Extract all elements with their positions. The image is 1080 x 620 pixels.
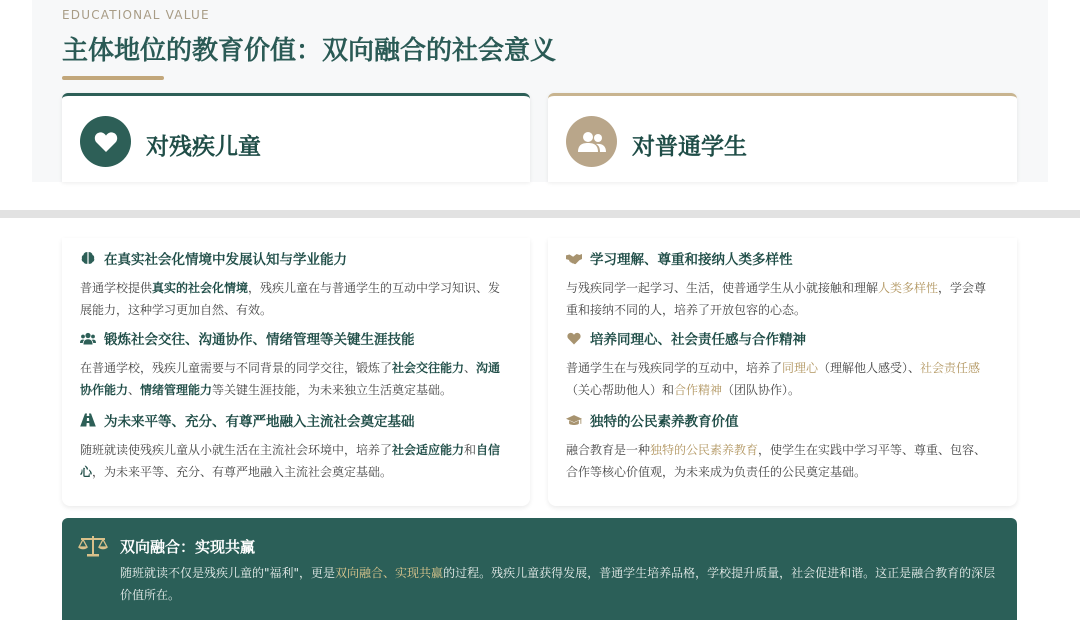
heart-icon — [80, 116, 131, 167]
brain-icon — [80, 250, 96, 266]
text-segment: （关心帮助他人）和 — [566, 383, 675, 397]
disabled-children-card-body — [62, 238, 530, 506]
value-item — [566, 248, 996, 321]
section-eyebrow: EDUCATIONAL VALUE — [62, 8, 210, 22]
disabled-children-card-header — [62, 93, 530, 182]
heart-icon — [566, 330, 582, 346]
highlight-text: 社会责任感 — [920, 361, 981, 375]
graduation-cap-icon — [566, 412, 582, 428]
highlight-text: 沟通协作能力 — [80, 361, 501, 397]
item-heading-text: 学习理解、尊重和接纳人类多样性 — [590, 252, 793, 268]
title-underline — [62, 76, 164, 80]
text-segment: ，使学生在实践中学习平等、尊重、包容、合作等核心价值观，为未来成为负责任的公民奠定基础。 — [566, 443, 987, 479]
text-segment: 随班就读使残疾儿童从小就生活在主流社会环境中，培养了 — [80, 443, 393, 457]
text-segment: 随班就读不仅是残疾儿童的"福利"，更是 — [120, 566, 336, 580]
value-item — [566, 410, 996, 483]
highlight-text: 合作精神 — [674, 383, 723, 397]
value-item — [80, 410, 510, 483]
item-description — [80, 357, 510, 401]
regular-students-card-header — [548, 93, 1017, 182]
item-heading-text: 在真实社会化情境中发展认知与学业能力 — [104, 252, 347, 268]
highlight-text: 自信心 — [80, 443, 501, 479]
value-item — [566, 328, 996, 401]
item-heading-text: 为未来平等、充分、有尊严地融入主流社会奠定基础 — [104, 414, 415, 430]
road-icon — [80, 412, 96, 428]
card-title: 对残疾儿童 — [146, 134, 261, 160]
screenshot-divider — [0, 210, 1080, 218]
highlight-text: 同理心 — [782, 361, 819, 375]
highlight-text: 社会交往能力 — [392, 361, 465, 375]
highlight-text: 真实的社会化情境 — [152, 281, 249, 295]
highlight-text: 社会适应能力 — [392, 443, 465, 457]
text-segment: 、 — [128, 383, 141, 397]
item-heading-text: 独特的公民素养教育价值 — [590, 414, 739, 430]
users-icon — [80, 330, 96, 346]
users-icon — [566, 116, 617, 167]
balance-scale-icon — [78, 534, 108, 558]
value-item — [80, 328, 510, 401]
text-segment: ，为未来平等、充分、有尊严地融入主流社会奠定基础。 — [92, 465, 393, 479]
text-segment: 普通学生在与残疾同学的互动中，培养了 — [566, 361, 783, 375]
highlight-text: 双向融合、实现共赢 — [335, 566, 444, 580]
text-segment: ，残疾儿童在与普通学生的互动中学习知识、发展能力，这种学习更加自然、有效。 — [80, 281, 501, 317]
item-description — [80, 439, 510, 483]
item-heading — [566, 248, 996, 268]
item-description — [566, 357, 996, 401]
text-segment: 在普通学校，残疾儿童需要与不同背景的同学交往，锻炼了 — [80, 361, 393, 375]
win-win-banner — [62, 518, 1017, 620]
text-segment: 、 — [464, 361, 477, 375]
item-heading — [80, 248, 510, 268]
handshake-icon — [566, 250, 582, 266]
item-heading-text: 培养同理心、社会责任感与合作精神 — [590, 332, 806, 348]
item-heading — [80, 328, 510, 348]
text-segment: ，学会尊重和接纳不同的人，培养了开放包容的心态。 — [566, 281, 987, 317]
highlight-text: 人类多样性 — [878, 281, 939, 295]
item-heading — [566, 328, 996, 348]
text-segment: 等关键生涯技能，为未来独立生活奠定基础。 — [212, 383, 453, 397]
item-description — [80, 277, 510, 321]
text-segment: 与残疾同学一起学习、生活，使普通学生从小就接触和理解 — [566, 281, 879, 295]
text-segment: 融合教育是一种 — [566, 443, 651, 457]
text-segment: 和 — [464, 443, 477, 457]
card-title: 对普通学生 — [632, 134, 747, 160]
value-item — [80, 248, 510, 321]
item-description — [566, 439, 996, 483]
text-segment: （理解他人感受）、 — [818, 361, 921, 375]
page-title: 主体地位的教育价值：双向融合的社会意义 — [62, 36, 557, 66]
banner-text — [120, 562, 1000, 606]
text-segment: （团队协作）。 — [722, 383, 801, 397]
banner-title: 双向融合：实现共赢 — [120, 538, 256, 556]
item-heading — [80, 410, 510, 430]
item-description — [566, 277, 996, 321]
item-heading — [566, 410, 996, 430]
regular-students-card-body — [548, 238, 1017, 506]
highlight-text: 情绪管理能力 — [140, 383, 213, 397]
item-heading-text: 锻炼社会交往、沟通协作、情绪管理等关键生涯技能 — [104, 332, 415, 348]
text-segment: 的过程。残疾儿童获得发展，普通学生培养品格，学校提升质量，社会促进和谐。这正是融合教育的深层价值所在。 — [120, 566, 996, 602]
highlight-text: 独特的公民素养教育 — [650, 443, 759, 457]
text-segment: 普通学校提供 — [80, 281, 153, 295]
